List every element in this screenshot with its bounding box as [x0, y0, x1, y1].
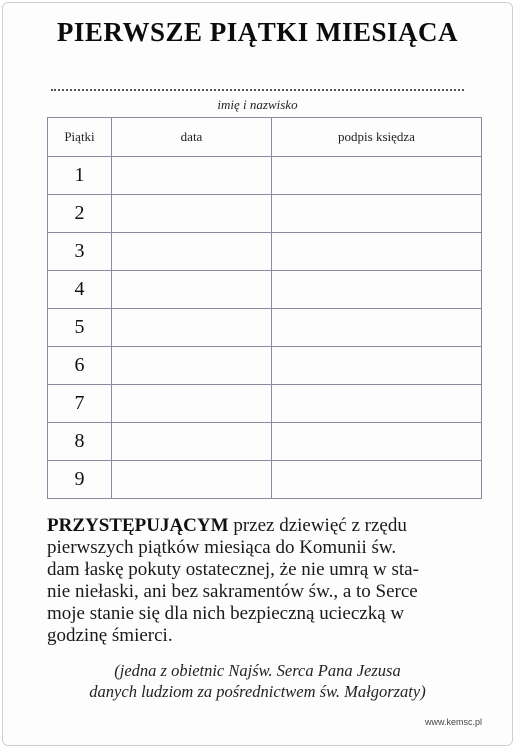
table-row: [48, 233, 482, 271]
name-dotted-line: [51, 89, 464, 91]
date-cell: [112, 309, 272, 347]
date-cell: [112, 195, 272, 233]
row-number: 2: [48, 195, 112, 233]
date-cell: [112, 423, 272, 461]
fridays-table: [47, 117, 482, 499]
table-row: [48, 423, 482, 461]
website-link[interactable]: www.kemsc.pl: [424, 717, 482, 727]
signature-cell: [272, 347, 482, 385]
table-row: [48, 157, 482, 195]
promise-line: przez dziewięć z rzędu: [228, 515, 407, 536]
table-header-row: [48, 118, 482, 157]
signature-cell: [272, 385, 482, 423]
date-cell: [112, 385, 272, 423]
signature-cell: [272, 157, 482, 195]
signature-cell: [272, 461, 482, 499]
signature-cell: [272, 233, 482, 271]
row-number: 5: [48, 309, 112, 347]
date-cell: [112, 271, 272, 309]
table-row: [48, 309, 482, 347]
date-cell: [112, 347, 272, 385]
card: [2, 2, 513, 746]
row-number: 4: [48, 271, 112, 309]
table-row: [48, 385, 482, 423]
card-title: PIERWSZE PIĄTKI MIESIĄCA: [56, 17, 459, 47]
promise-line: pierwszych piątków miesiąca do Komunii św.: [47, 537, 397, 558]
promise-line: nie niełaski, ani bez sakramentów św., a to Serce: [47, 581, 418, 602]
promise-lead: PRZYSTĘPUJĄCYM: [47, 515, 229, 536]
promise-source-note: [43, 660, 472, 702]
table-row: [48, 271, 482, 309]
date-cell: [112, 233, 272, 271]
promise-line: godzinę śmierci.: [47, 625, 173, 646]
row-number: 7: [48, 385, 112, 423]
date-cell: [112, 157, 272, 195]
header-date: data: [112, 118, 272, 157]
promise-line: moje stanie się dla nich bezpieczną ucieczką w: [47, 603, 405, 624]
row-number: 8: [48, 423, 112, 461]
row-number: 9: [48, 461, 112, 499]
promise-line: dam łaskę pokuty ostatecznej, że nie umrą w sta-: [47, 559, 419, 580]
note-line: (jedna z obietnic Najśw. Serca Pana Jezusa: [114, 661, 401, 680]
name-caption: imię i nazwisko: [217, 97, 298, 112]
promise-text: [47, 515, 487, 647]
table-row: [48, 461, 482, 499]
row-number: 3: [48, 233, 112, 271]
signature-cell: [272, 309, 482, 347]
table-row: [48, 195, 482, 233]
table-row: [48, 347, 482, 385]
signature-cell: [272, 271, 482, 309]
row-number: 6: [48, 347, 112, 385]
date-cell: [112, 461, 272, 499]
signature-cell: [272, 195, 482, 233]
header-priest-signature: podpis księdza: [272, 118, 482, 157]
header-fridays: Piątki: [48, 118, 112, 157]
row-number: 1: [48, 157, 112, 195]
signature-cell: [272, 423, 482, 461]
note-line: danych ludziom za pośrednictwem św. Małgorzaty): [89, 682, 426, 701]
